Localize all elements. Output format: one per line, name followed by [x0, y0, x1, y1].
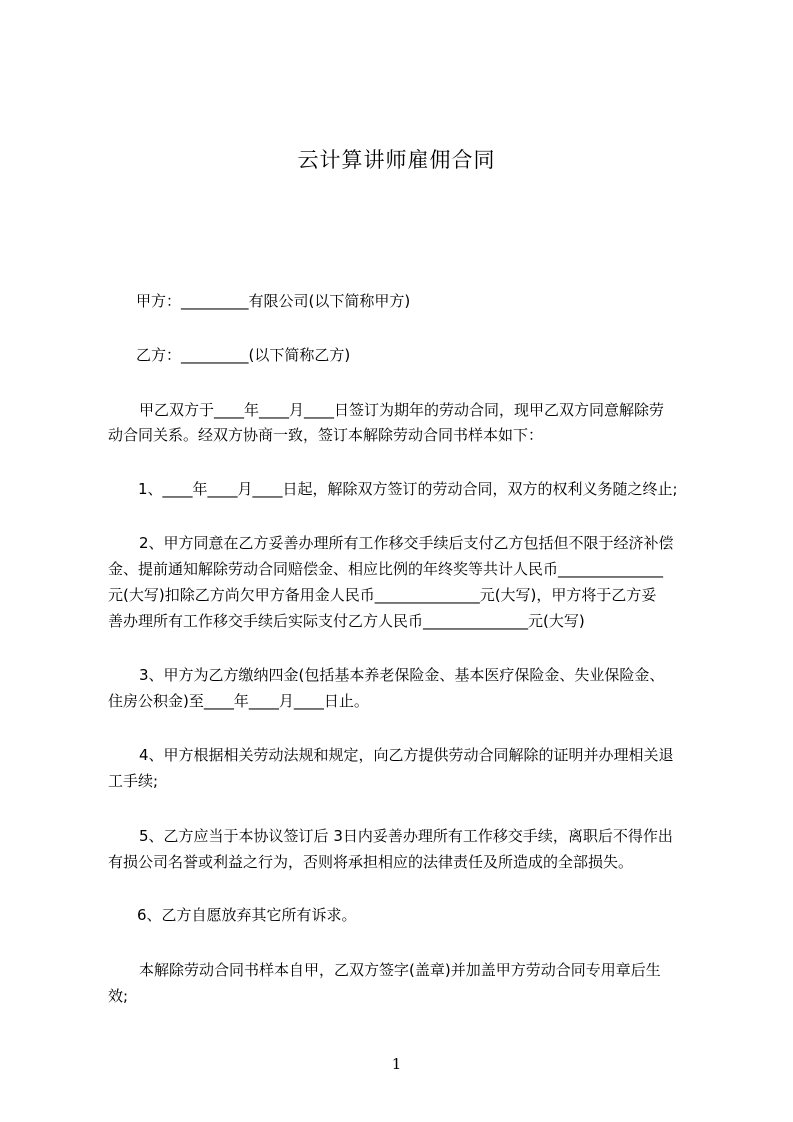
- clause-2-line-3: 元(大写)扣除乙方尚欠甲方备用金人民币______________元(大写)，甲方将于乙方妥: [108, 586, 657, 604]
- clause-1-line-1: 1、____年____月____日起，解除双方签订的劳动合同，双方的权利义务随之终止;: [138, 480, 678, 498]
- clause-6-line-1: 6、乙方自愿放弃其它所有诉求。: [137, 906, 357, 924]
- clause-4-line-2: 工手续;: [108, 772, 159, 790]
- clause-2-line-1: 2、甲方同意在乙方妥善办理所有工作移交手续后支付乙方包括但不限于经济补偿: [139, 534, 674, 552]
- clause-3-line-2: 住房公积金)至____年____月____日止。: [108, 692, 369, 710]
- clause-3-line-1: 3、甲方为乙方缴纳四金(包括基本养老保险金、基本医疗保险金、失业保险金、: [139, 666, 665, 684]
- document-title: 云计算讲师雇佣合同: [297, 148, 496, 172]
- closing-paragraph-line-2: 效;: [108, 987, 129, 1005]
- party-b-line: 乙方：_________(以下简称乙方): [136, 346, 351, 364]
- clause-2-line-4: 善办理所有工作移交手续后实际支付乙方人民币______________元(大写): [108, 612, 585, 630]
- clause-5-line-2: 有损公司名誉或利益之行为，否则将承担相应的法律责任及所造成的全部损失。: [108, 853, 634, 871]
- intro-paragraph-line-2: 动合同关系。经双方协商一致，签订本解除劳动合同书样本如下：: [108, 426, 544, 444]
- clause-2-line-2: 金、提前通知解除劳动合同赔偿金、相应比例的年终奖等共计人民币______________: [108, 560, 664, 578]
- clause-4-line-1: 4、甲方根据相关劳动法规和规定，向乙方提供劳动合同解除的证明并办理相关退: [139, 746, 674, 764]
- party-a-line: 甲方：_________有限公司(以下简称甲方): [136, 292, 411, 310]
- page-number: 1: [391, 1055, 402, 1073]
- clause-5-line-1: 5、乙方应当于本协议签订后 3日内妥善办理所有工作移交手续，离职后不得作出: [139, 827, 673, 845]
- intro-paragraph-line-1: 甲乙双方于____年____月____日签订为期年的劳动合同，现甲乙双方同意解除劳: [139, 401, 665, 419]
- closing-paragraph-line-1: 本解除劳动合同书样本自甲，乙双方签字(盖章)并加盖甲方劳动合同专用章后生: [139, 961, 661, 979]
